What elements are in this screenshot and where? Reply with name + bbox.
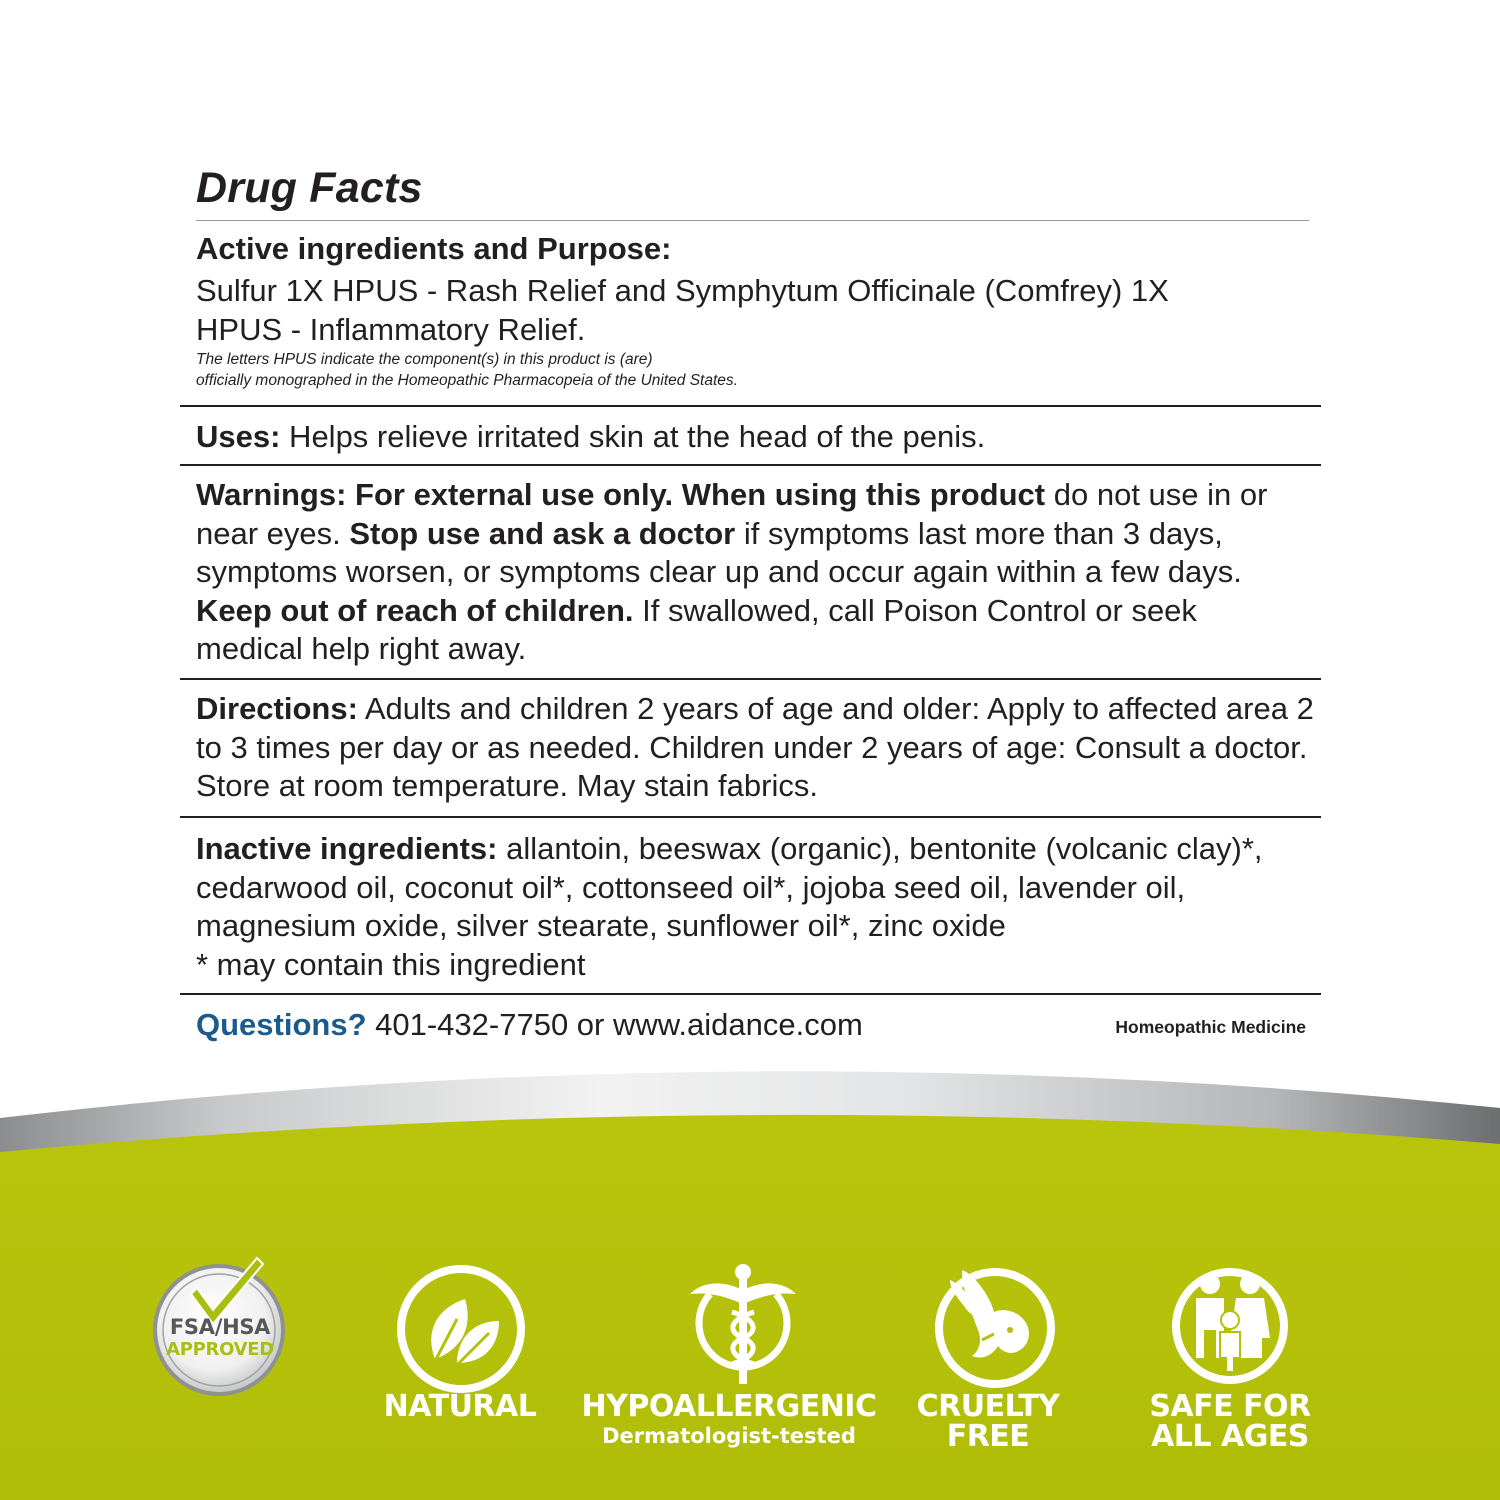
uses-text: Helps relieve irritated skin at the head of the penis. [280,419,986,454]
section-divider [180,816,1321,818]
cruelty-free-line-1: CRUELTY [916,1389,1060,1424]
directions-section [196,690,1321,806]
uses-section [196,418,1308,457]
questions-contact: 401-432-7750 or www.aidance.com [366,1007,863,1042]
inactive-text: allantoin, beeswax (organic), bentonite (volcanic clay)*, cedarwood oil, coconut oil*, cottonseed oil*, jojoba seed oil, lavender oil, magnesium oxide, silver stearate, sunflower oil*, zinc oxide [196,831,1263,943]
questions-label: Questions? [196,1007,367,1042]
active-ingredients-line-2: HPUS - Inflammatory Relief. [196,312,586,347]
active-ingredients-heading: Active ingredients and Purpose: [196,231,672,266]
warnings-bold-external: For external use only. When using this product [346,477,1046,512]
inactive-label: Inactive ingredients: [196,831,498,866]
safe-for-all-ages-line-1: SAFE FOR [1149,1389,1311,1424]
hpus-note-line-2: officially monographed in the Homeopathic Pharmacopeia of the United States. [196,372,738,389]
directions-label: Directions: [196,691,358,726]
hypoallergenic-label: HYPOALLERGENIC [581,1389,877,1424]
warnings-bold-stop-use: Stop use and ask a doctor [349,515,736,551]
active-ingredients-line-1: Sulfur 1X HPUS - Rash Relief and Symphytum Officinale (Comfrey) 1X [196,273,1169,308]
caduceus-icon [688,1260,798,1400]
section-divider [180,993,1321,995]
safe-for-all-ages-line-2: ALL AGES [1151,1419,1309,1454]
family-icon [1170,1262,1290,1390]
directions-text: Adults and children 2 years of age and older: Apply to affected area 2 to 3 times per day or as needed. Children under 2 years of age: Consult a doctor. Store at room temperature. May stain fabrics. [196,691,1314,803]
cruelty-free-line-2: FREE [946,1419,1030,1454]
section-divider [180,464,1321,466]
warnings-text-symptoms: if symptoms last more than 3 days, symptoms worsen, or symptoms clear up and occur again within a few days. [196,515,1242,589]
rabbit-icon [932,1260,1058,1392]
section-divider [180,678,1321,680]
warnings-label: Warnings: [196,477,347,512]
leaves-icon [395,1263,527,1395]
warnings-text-poison: If swallowed, call Poison Control or seek medical help right away. [196,592,1197,666]
uses-label: Uses: [196,419,281,454]
questions-line [196,1006,863,1044]
inactive-section [196,830,1266,946]
fsa-hsa-line-1: FSA/HSA [169,1315,271,1339]
natural-label: NATURAL [383,1389,537,1424]
hpus-note-line-1: The letters HPUS indicate the component(s) in this product is (are) [196,351,653,368]
inactive-footnote: * may contain this ingredient [196,947,586,982]
dermatologist-tested-label: Dermatologist-tested [602,1424,856,1448]
fsa-hsa-line-2: APPROVED [166,1339,274,1360]
section-divider [180,405,1321,407]
warnings-bold-children: Keep out of reach of children. [196,592,634,628]
warnings-text-eyes: do not use in or near eyes. [196,477,1268,551]
warnings-section [196,476,1306,669]
homeopathic-medicine-label: Homeopathic Medicine [1115,1017,1306,1037]
title-divider [196,220,1309,221]
drug-facts-title: Drug Facts [196,164,423,212]
